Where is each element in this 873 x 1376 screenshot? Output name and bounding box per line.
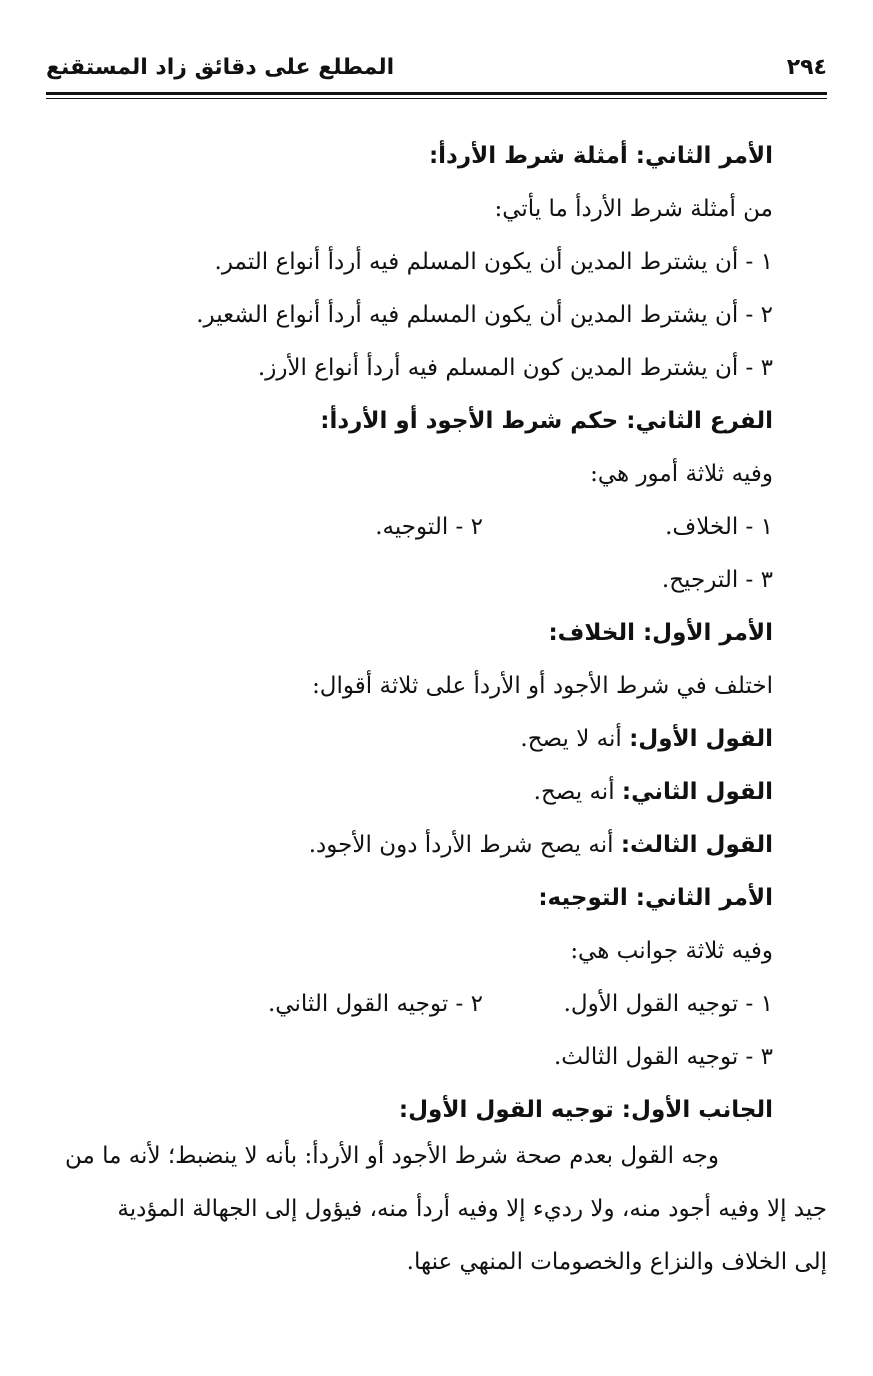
opinion-line [46,819,773,872]
section-heading: الأمر الأول: الخلاف: [548,620,773,646]
list-item: ٣ - الترجيح. [661,567,773,593]
list-row [46,978,773,1031]
opinion-text: أنه يصح شرط الأردأ دون الأجود. [308,832,621,858]
section-heading: الفرع الثاني: حكم شرط الأجود أو الأردأ: [320,408,773,434]
paragraph-line: جيد إلا وفيه أجود منه، ولا رديء إلا وفيه أردأ منه، فيؤول إلى الجهالة المؤدية [117,1196,827,1222]
opinion-line [46,766,773,819]
opinion-label: القول الثالث: [620,832,773,858]
running-header [46,52,827,92]
page-number: ٢٩٤ [786,55,827,80]
paragraph: وفيه ثلاثة أمور هي: [590,461,773,487]
opinion-label: القول الثاني: [621,779,773,805]
book-title: المطلع على دقائق زاد المستقنع [46,55,395,80]
list-item: ٣ - توجيه القول الثالث. [553,1044,773,1070]
paragraph: من أمثلة شرط الأردأ ما يأتي: [494,196,773,222]
paragraph-line: إلى الخلاف والنزاع والخصومات المنهي عنها. [406,1249,827,1275]
opinion-label: القول الأول: [629,726,773,752]
paragraph-line: وجه القول بعدم صحة شرط الأجود أو الأردأ: بأنه لا ينضبط؛ لأنه ما من [64,1143,719,1169]
list-item: ٢ - أن يشترط المدين أن يكون المسلم فيه أردأ أنواع الشعير. [196,302,773,328]
list-item: ٢ - التوجيه. [375,514,483,540]
opinion-line [46,713,773,766]
list-row [46,501,773,554]
section-heading: الأمر الثاني: أمثلة شرط الأردأ: [428,143,773,169]
section-heading: الأمر الثاني: التوجيه: [538,885,773,911]
list-item: ٢ - توجيه القول الثاني. [267,991,483,1017]
closing-paragraph [46,1130,827,1289]
paragraph: اختلف في شرط الأجود أو الأردأ على ثلاثة أقوال: [312,673,773,699]
opinion-text: أنه لا يصح. [520,726,630,752]
list-item: ١ - توجيه القول الأول. [563,991,773,1017]
list-item: ١ - الخلاف. [665,514,773,540]
page-body [46,130,773,1137]
list-item: ٣ - أن يشترط المدين كون المسلم فيه أردأ أنواع الأرز. [257,355,773,381]
section-heading: الجانب الأول: توجيه القول الأول: [398,1097,773,1123]
header-rule-thick [46,92,827,95]
header-rule-thin [46,98,827,99]
opinion-text: أنه يصح. [533,779,622,805]
paragraph: وفيه ثلاثة جوانب هي: [570,938,773,964]
list-item: ١ - أن يشترط المدين أن يكون المسلم فيه أردأ أنواع التمر. [214,249,773,275]
